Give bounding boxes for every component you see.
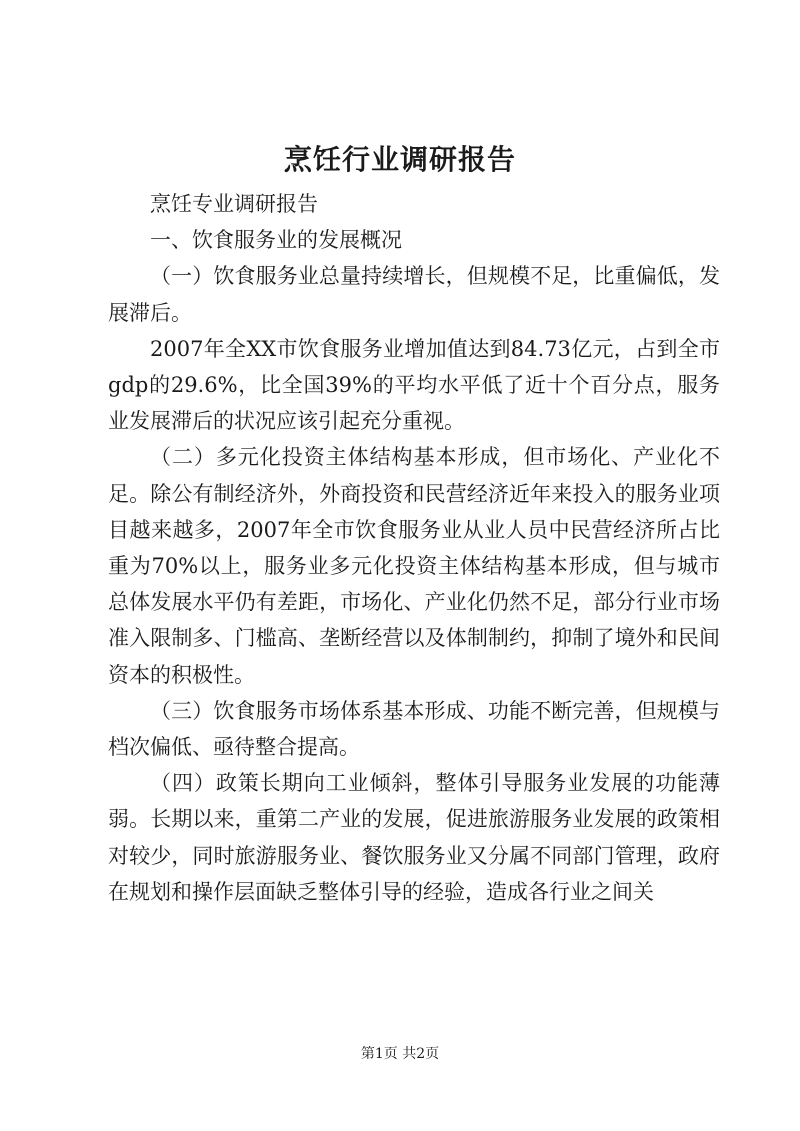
paragraph: （二）多元化投资主体结构基本形成，但市场化、产业化不足。除公有制经济外，外商投资和民营经济近年来投入的服务业项目越来越多，2007年全市饮食服务业从业人员中民营经济所占比重为70%以上，服务业多元化投资主体结构基本形成，但与城市总体发展水平仍有差距，市场化、产业化仍然不足，部分行业市场准入限制多、门槛高、垄断经营以及体制制约，抑制了境外和民间资本的积极性。 xyxy=(108,445,720,687)
paragraph: （三）饮食服务市场体系基本形成、功能不断完善，但规模与档次偏低、亟待整合提高。 xyxy=(108,698,720,760)
document-title: 烹饪行业调研报告 xyxy=(283,143,516,176)
document-body xyxy=(108,186,720,910)
paragraph: （四）政策长期向工业倾斜，整体引导服务业发展的功能薄弱。长期以来，重第二产业的发展，促进旅游服务业发展的政策相对较少，同时旅游服务业、餐饮服务业又分属不同部门管理，政府在规划和操作层面缺乏整体引导的经验，造成各行业之间关 xyxy=(108,771,720,904)
page-number-footer: 第1页 共2页 xyxy=(360,1046,440,1062)
paragraph: （一）饮食服务业总量持续增长，但规模不足，比重偏低，发展滞后。 xyxy=(108,264,720,325)
paragraph-subtitle: 烹饪专业调研报告 xyxy=(150,192,318,216)
paragraph-section-heading: 一、饮食服务业的发展概况 xyxy=(150,228,402,253)
paragraph: 2007年全XX市饮食服务业增加值达到84.73亿元，占到全市gdp的29.6%，比全国39%的平均水平低了近十个百分点，服务业发展滞后的状况应该引起充分重视。 xyxy=(108,336,720,434)
